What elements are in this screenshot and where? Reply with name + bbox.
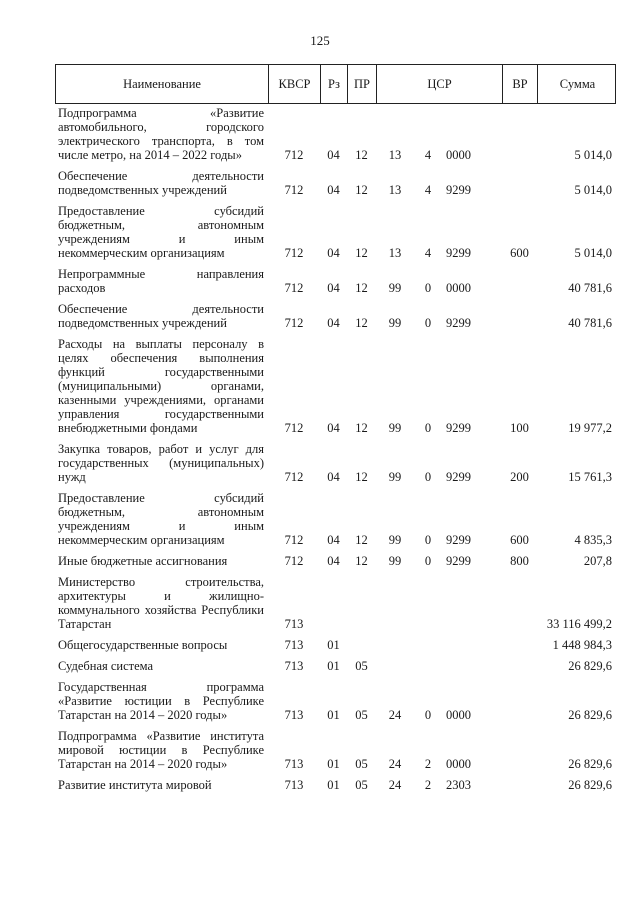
cell-csr-subprogram: 2 [424, 757, 432, 771]
cell-name: Расходы на выплаты персоналу в целях обеспечения выполнения функций государственными (муниципальными) органами, казенными учреждениями, органами управления государственными внебюджетными фондами [58, 337, 264, 435]
cell-pr: 12 [355, 246, 368, 260]
cell-csr-program: 24 [388, 708, 402, 722]
cell-csr-program: 24 [388, 778, 402, 792]
cell-rz: 04 [327, 470, 340, 484]
cell-csr-direction: 9299 [446, 183, 471, 197]
table-row [55, 554, 616, 568]
cell-pr: 05 [355, 778, 368, 792]
cell-name: Непрограммные направления расходов [58, 267, 264, 295]
cell-kvsr: 712 [284, 281, 304, 295]
table-body [55, 106, 616, 799]
cell-csr-program: 99 [388, 281, 402, 295]
cell-sum: 207,8 [583, 554, 612, 568]
cell-csr-subprogram: 0 [424, 533, 432, 547]
cell-csr-direction: 9299 [446, 421, 471, 435]
cell-csr-program: 99 [388, 316, 402, 330]
cell-csr-subprogram: 4 [424, 246, 432, 260]
cell-csr-direction: 2303 [446, 778, 471, 792]
table-row [55, 680, 616, 722]
cell-sum: 26 829,6 [568, 757, 612, 771]
cell-name: Подпрограмма «Развитие института мировой юстиции в Республике Татарстан на 2014 – 2020 годы» [58, 729, 264, 771]
cell-kvsr: 713 [284, 617, 304, 631]
cell-sum: 40 781,6 [568, 316, 612, 330]
cell-rz: 04 [327, 554, 340, 568]
cell-csr-program: 24 [388, 757, 402, 771]
table-row [55, 778, 616, 792]
cell-rz: 01 [327, 638, 340, 652]
cell-kvsr: 713 [284, 638, 304, 652]
cell-sum: 19 977,2 [568, 421, 612, 435]
cell-csr-program: 13 [388, 246, 402, 260]
cell-sum: 33 116 499,2 [546, 617, 612, 631]
cell-name: Обеспечение деятельности подведомственных учреждений [58, 169, 264, 197]
cell-kvsr: 713 [284, 708, 304, 722]
cell-pr: 12 [355, 281, 368, 295]
table-row [55, 267, 616, 295]
cell-pr: 12 [355, 554, 368, 568]
cell-csr-subprogram: 2 [424, 778, 432, 792]
cell-vr: 100 [510, 421, 529, 435]
cell-vr: 600 [510, 246, 529, 260]
cell-kvsr: 712 [284, 246, 304, 260]
cell-pr: 12 [355, 533, 368, 547]
header-csr: ЦСР [377, 65, 503, 103]
cell-name: Иные бюджетные ассигнования [58, 554, 228, 568]
cell-rz: 04 [327, 421, 340, 435]
cell-sum: 5 014,0 [574, 148, 612, 162]
cell-rz: 01 [327, 757, 340, 771]
cell-sum: 40 781,6 [568, 281, 612, 295]
table-row [55, 659, 616, 673]
cell-csr-subprogram: 0 [424, 281, 432, 295]
cell-csr-program: 99 [388, 554, 402, 568]
cell-csr-direction: 9299 [446, 316, 471, 330]
cell-kvsr: 712 [284, 316, 304, 330]
cell-kvsr: 712 [284, 554, 304, 568]
table-row [55, 442, 616, 484]
table-row [55, 337, 616, 435]
cell-name: Развитие института мировой [58, 778, 212, 792]
cell-vr: 200 [510, 470, 529, 484]
cell-csr-subprogram: 0 [424, 470, 432, 484]
table-row [55, 169, 616, 197]
cell-name: Министерство строительства, архитектуры и жилищно-коммунального хозяйства Республики Татарстан [58, 575, 264, 631]
cell-rz: 01 [327, 659, 340, 673]
cell-csr-subprogram: 4 [424, 183, 432, 197]
cell-sum: 1 448 984,3 [552, 638, 612, 652]
cell-pr: 12 [355, 183, 368, 197]
cell-kvsr: 712 [284, 148, 304, 162]
cell-name: Предоставление субсидий бюджетным, автономным учреждениям и иным некоммерческим организациям [58, 204, 264, 260]
cell-csr-direction: 0000 [446, 757, 471, 771]
cell-pr: 12 [355, 316, 368, 330]
header-name: Наименование [56, 65, 269, 103]
cell-rz: 04 [327, 246, 340, 260]
cell-rz: 04 [327, 183, 340, 197]
table-row [55, 204, 616, 260]
cell-csr-program: 99 [388, 470, 402, 484]
cell-pr: 12 [355, 148, 368, 162]
cell-rz: 04 [327, 148, 340, 162]
cell-name: Судебная система [58, 659, 154, 673]
cell-sum: 26 829,6 [568, 708, 612, 722]
cell-pr: 12 [355, 470, 368, 484]
cell-csr-program: 13 [388, 183, 402, 197]
table-header [55, 64, 616, 104]
cell-csr-subprogram: 0 [424, 708, 432, 722]
table-row [55, 638, 616, 652]
cell-csr-direction: 0000 [446, 708, 471, 722]
cell-name: Государственная программа «Развитие юстиции в Республике Татарстан на 2014 – 2020 годы» [58, 680, 264, 722]
header-pr: ПР [348, 65, 377, 103]
cell-csr-direction: 9299 [446, 470, 471, 484]
cell-csr-direction: 0000 [446, 281, 471, 295]
cell-vr: 600 [510, 533, 529, 547]
cell-name: Закупка товаров, работ и услуг для государственных (муниципальных) нужд [58, 442, 264, 484]
cell-csr-program: 99 [388, 421, 402, 435]
cell-name: Общегосударственные вопросы [58, 638, 228, 652]
table-row [55, 491, 616, 547]
cell-csr-subprogram: 0 [424, 554, 432, 568]
cell-pr: 05 [355, 659, 368, 673]
header-vr: ВР [503, 65, 538, 103]
cell-sum: 26 829,6 [568, 778, 612, 792]
cell-rz: 04 [327, 316, 340, 330]
cell-sum: 15 761,3 [568, 470, 612, 484]
cell-csr-program: 13 [388, 148, 402, 162]
header-sum: Сумма [559, 77, 596, 91]
cell-pr: 05 [355, 708, 368, 722]
header-rz: Рз [321, 65, 348, 103]
cell-kvsr: 713 [284, 778, 304, 792]
cell-kvsr: 712 [284, 533, 304, 547]
cell-csr-direction: 9299 [446, 246, 471, 260]
cell-csr-direction: 0000 [446, 148, 471, 162]
cell-rz: 04 [327, 533, 340, 547]
table-row [55, 729, 616, 771]
cell-name: Предоставление субсидий бюджетным, автономным учреждениям и иным некоммерческим организациям [58, 491, 264, 547]
cell-kvsr: 712 [284, 183, 304, 197]
table-row [55, 302, 616, 330]
cell-kvsr: 712 [284, 421, 304, 435]
table-row [55, 575, 616, 631]
cell-name: Обеспечение деятельности подведомственных учреждений [58, 302, 264, 330]
cell-sum: 4 835,3 [574, 533, 612, 547]
header-kvsr: КВСР [269, 65, 321, 103]
cell-rz: 01 [327, 708, 340, 722]
cell-name: Подпрограмма «Развитие автомобильного, городского электрического транспорта, в том числе метро, на 2014 – 2022 годы» [58, 106, 264, 162]
cell-csr-direction: 9299 [446, 554, 471, 568]
cell-csr-direction: 9299 [446, 533, 471, 547]
cell-csr-subprogram: 4 [424, 148, 432, 162]
cell-vr: 800 [510, 554, 529, 568]
cell-csr-subprogram: 0 [424, 421, 432, 435]
cell-kvsr: 713 [284, 757, 304, 771]
cell-kvsr: 713 [284, 659, 304, 673]
cell-rz: 04 [327, 281, 340, 295]
cell-sum: 5 014,0 [574, 246, 612, 260]
cell-pr: 05 [355, 757, 368, 771]
table-row [55, 106, 616, 162]
cell-pr: 12 [355, 421, 368, 435]
cell-sum: 26 829,6 [568, 659, 612, 673]
cell-csr-subprogram: 0 [424, 316, 432, 330]
cell-kvsr: 712 [284, 470, 304, 484]
page-number: 125 [310, 33, 330, 48]
cell-csr-program: 99 [388, 533, 402, 547]
cell-rz: 01 [327, 778, 340, 792]
cell-sum: 5 014,0 [574, 183, 612, 197]
